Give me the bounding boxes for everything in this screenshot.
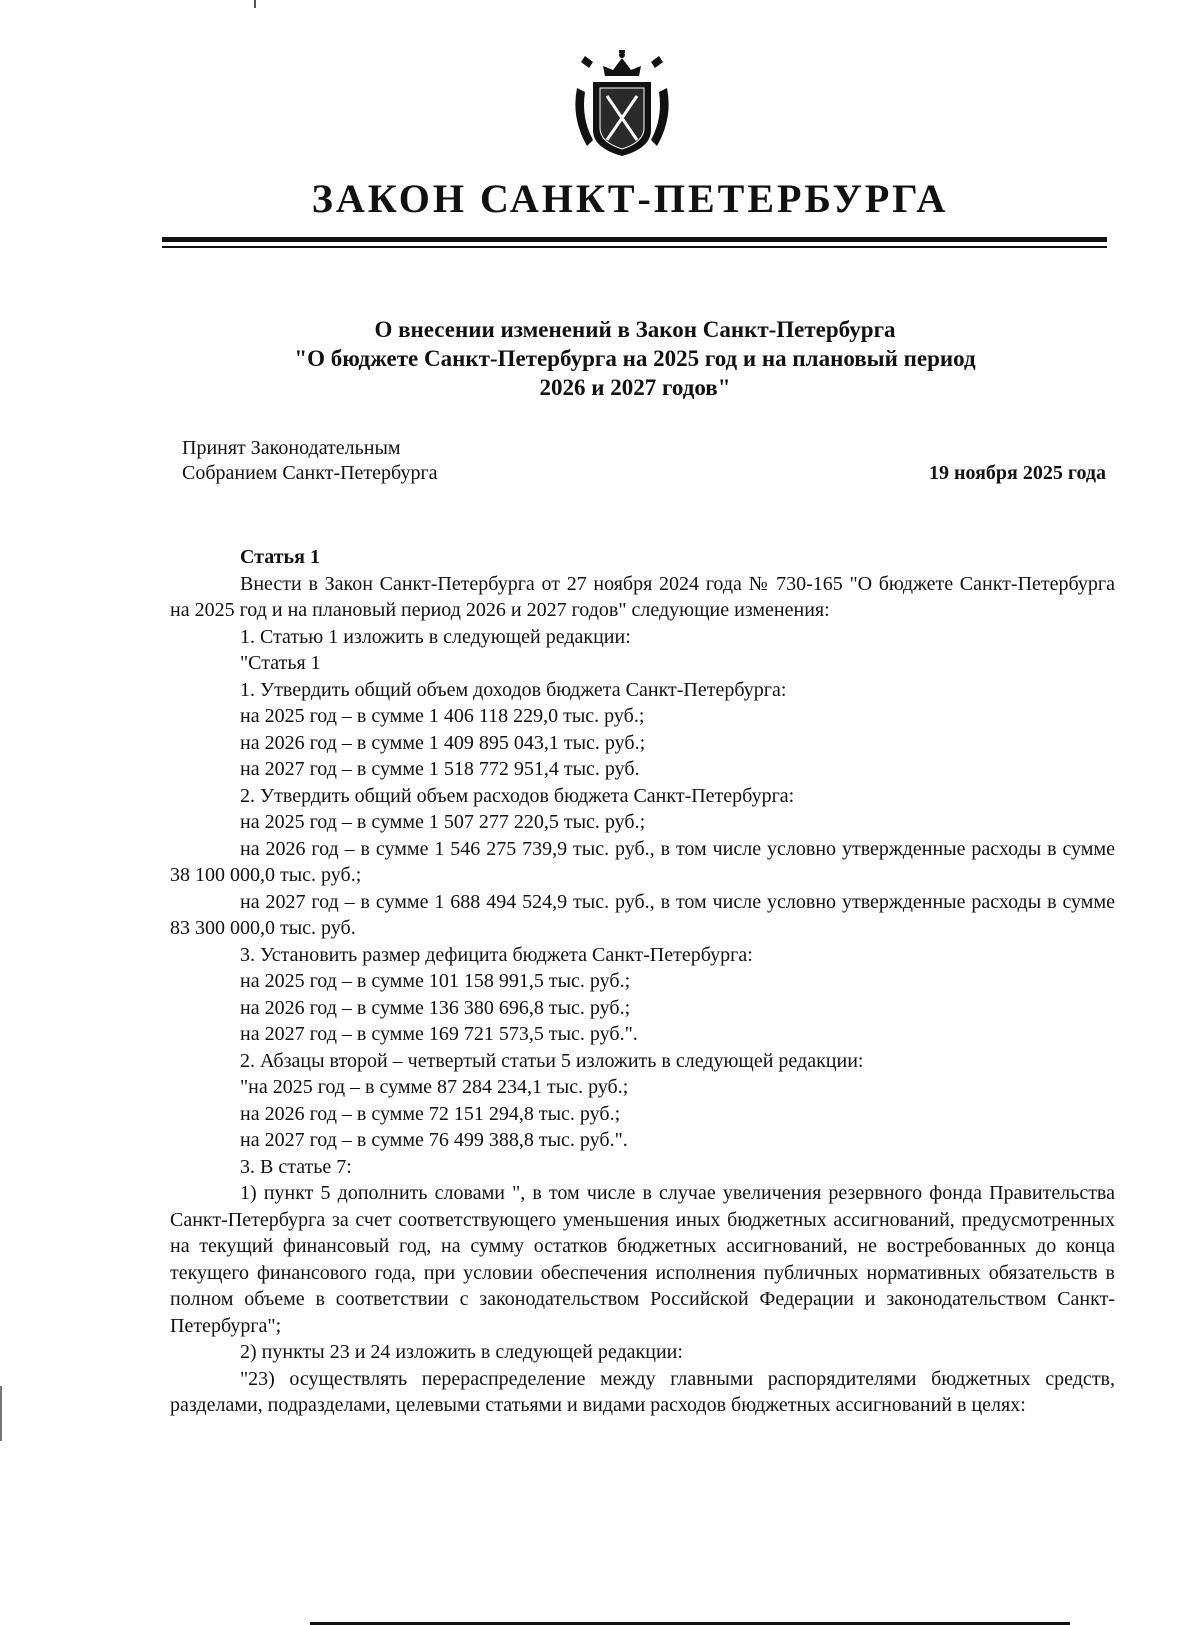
document-title-line: 2026 и 2027 годов" [539, 375, 731, 400]
paragraph: на 2027 год – в сумме 1 688 494 524,9 тыс. руб., в том числе условно утвержденные расходы в сумме 83 300 000,0 тыс. руб. [170, 890, 1115, 939]
paragraph: на 2025 год – в сумме 101 158 991,5 тыс. руб.; [240, 970, 631, 992]
scan-margin-mark [0, 1386, 2, 1441]
coat-of-arms-emblem [567, 48, 677, 163]
paragraph: 2. Абзацы второй – четвертый статьи 5 изложить в следующей редакции: [240, 1049, 864, 1072]
header-rule-thin [162, 246, 1107, 248]
paragraph: 2) пункты 23 и 24 изложить в следующей редакции: [240, 1341, 683, 1363]
scan-mark-top [254, 0, 256, 8]
paragraph: "23) осуществлять перераспределение между главными распорядителями бюджетных средств, разделами, подразделами, целевыми статьями и видами расходов бюджетных ассигнований в целях: [170, 1367, 1115, 1416]
paragraph: на 2025 год – в сумме 1 507 277 220,5 тыс. руб.; [240, 811, 646, 833]
paragraph: 3. В статье 7: [240, 1155, 352, 1178]
paragraph: на 2026 год – в сумме 136 380 696,8 тыс. руб.; [240, 996, 631, 1019]
paragraph: на 2026 год – в сумме 1 546 275 739,9 тыс. руб., в том числе условно утвержденные расходы в сумме 38 100 000,0 тыс. руб.; [170, 837, 1115, 886]
paragraph: 3. Установить размер дефицита бюджета Санкт-Петербурга: [240, 943, 753, 966]
paragraph: на 2027 год – в сумме 169 721 573,5 тыс. руб.". [240, 1023, 638, 1045]
paragraph: 2. Утвердить общий объем расходов бюджета Санкт-Петербурга: [240, 784, 795, 807]
adopted-by-line1: Принят Законодательным [182, 437, 401, 459]
adopted-by-line2: Собранием Санкт-Петербурга [182, 462, 438, 484]
paragraph: на 2027 год – в сумме 1 518 772 951,4 тыс. руб. [240, 758, 640, 780]
paragraph: Внести в Закон Санкт-Петербурга от 27 ноября 2024 года № 730-165 "О бюджете Санкт-Петербурга на 2025 год и на плановый период 2026 и 2027 годов" следующие изменения: [170, 572, 1115, 621]
header-rule-thick [162, 237, 1107, 242]
paragraph: на 2025 год – в сумме 1 406 118 229,0 тыс. руб.; [240, 705, 645, 727]
paragraph: на 2027 год – в сумме 76 499 388,8 тыс. руб.". [240, 1129, 628, 1151]
paragraph: "на 2025 год – в сумме 87 284 234,1 тыс. руб.; [240, 1076, 629, 1098]
paragraph: 1) пункт 5 дополнить словами ", в том числе в случае увеличения резервного фонда Правительства Санкт-Петербурга за счет соответствующего уменьшения иных бюджетных ассигнований, предусмотренных на текущий финансовый год, на сумму остатков бюджетных ассигнований, не востребованных до конца текущего финансового года, при условии обеспечения исполнения публичных нормативных обязательств в полном объеме в соответствии с законодательством Российской Федерации и законодательством Санкт-Петербурга"; [170, 1182, 1115, 1337]
document-title-line: "О бюджете Санкт-Петербурга на 2025 год и на плановый период [294, 346, 976, 371]
paragraph: на 2026 год – в сумме 1 409 895 043,1 тыс. руб.; [240, 731, 646, 754]
document-title-line: О внесении изменений в Закон Санкт-Петербурга [374, 317, 896, 342]
adoption-info [182, 436, 438, 486]
paragraph: на 2026 год – в сумме 72 151 294,8 тыс. руб.; [240, 1102, 621, 1125]
document-body [170, 544, 1115, 1419]
paragraph: "Статья 1 [240, 652, 321, 674]
paragraph: 1. Статью 1 изложить в следующей редакции: [240, 625, 631, 648]
article-heading: Статья 1 [240, 546, 320, 568]
paragraph: 1. Утвердить общий объем доходов бюджета Санкт-Петербурга: [240, 678, 787, 701]
adoption-date: 19 ноября 2025 года [928, 462, 1106, 484]
document-title [160, 315, 1110, 402]
law-title: ЗАКОН САНКТ-ПЕТЕРБУРГА [311, 176, 949, 221]
